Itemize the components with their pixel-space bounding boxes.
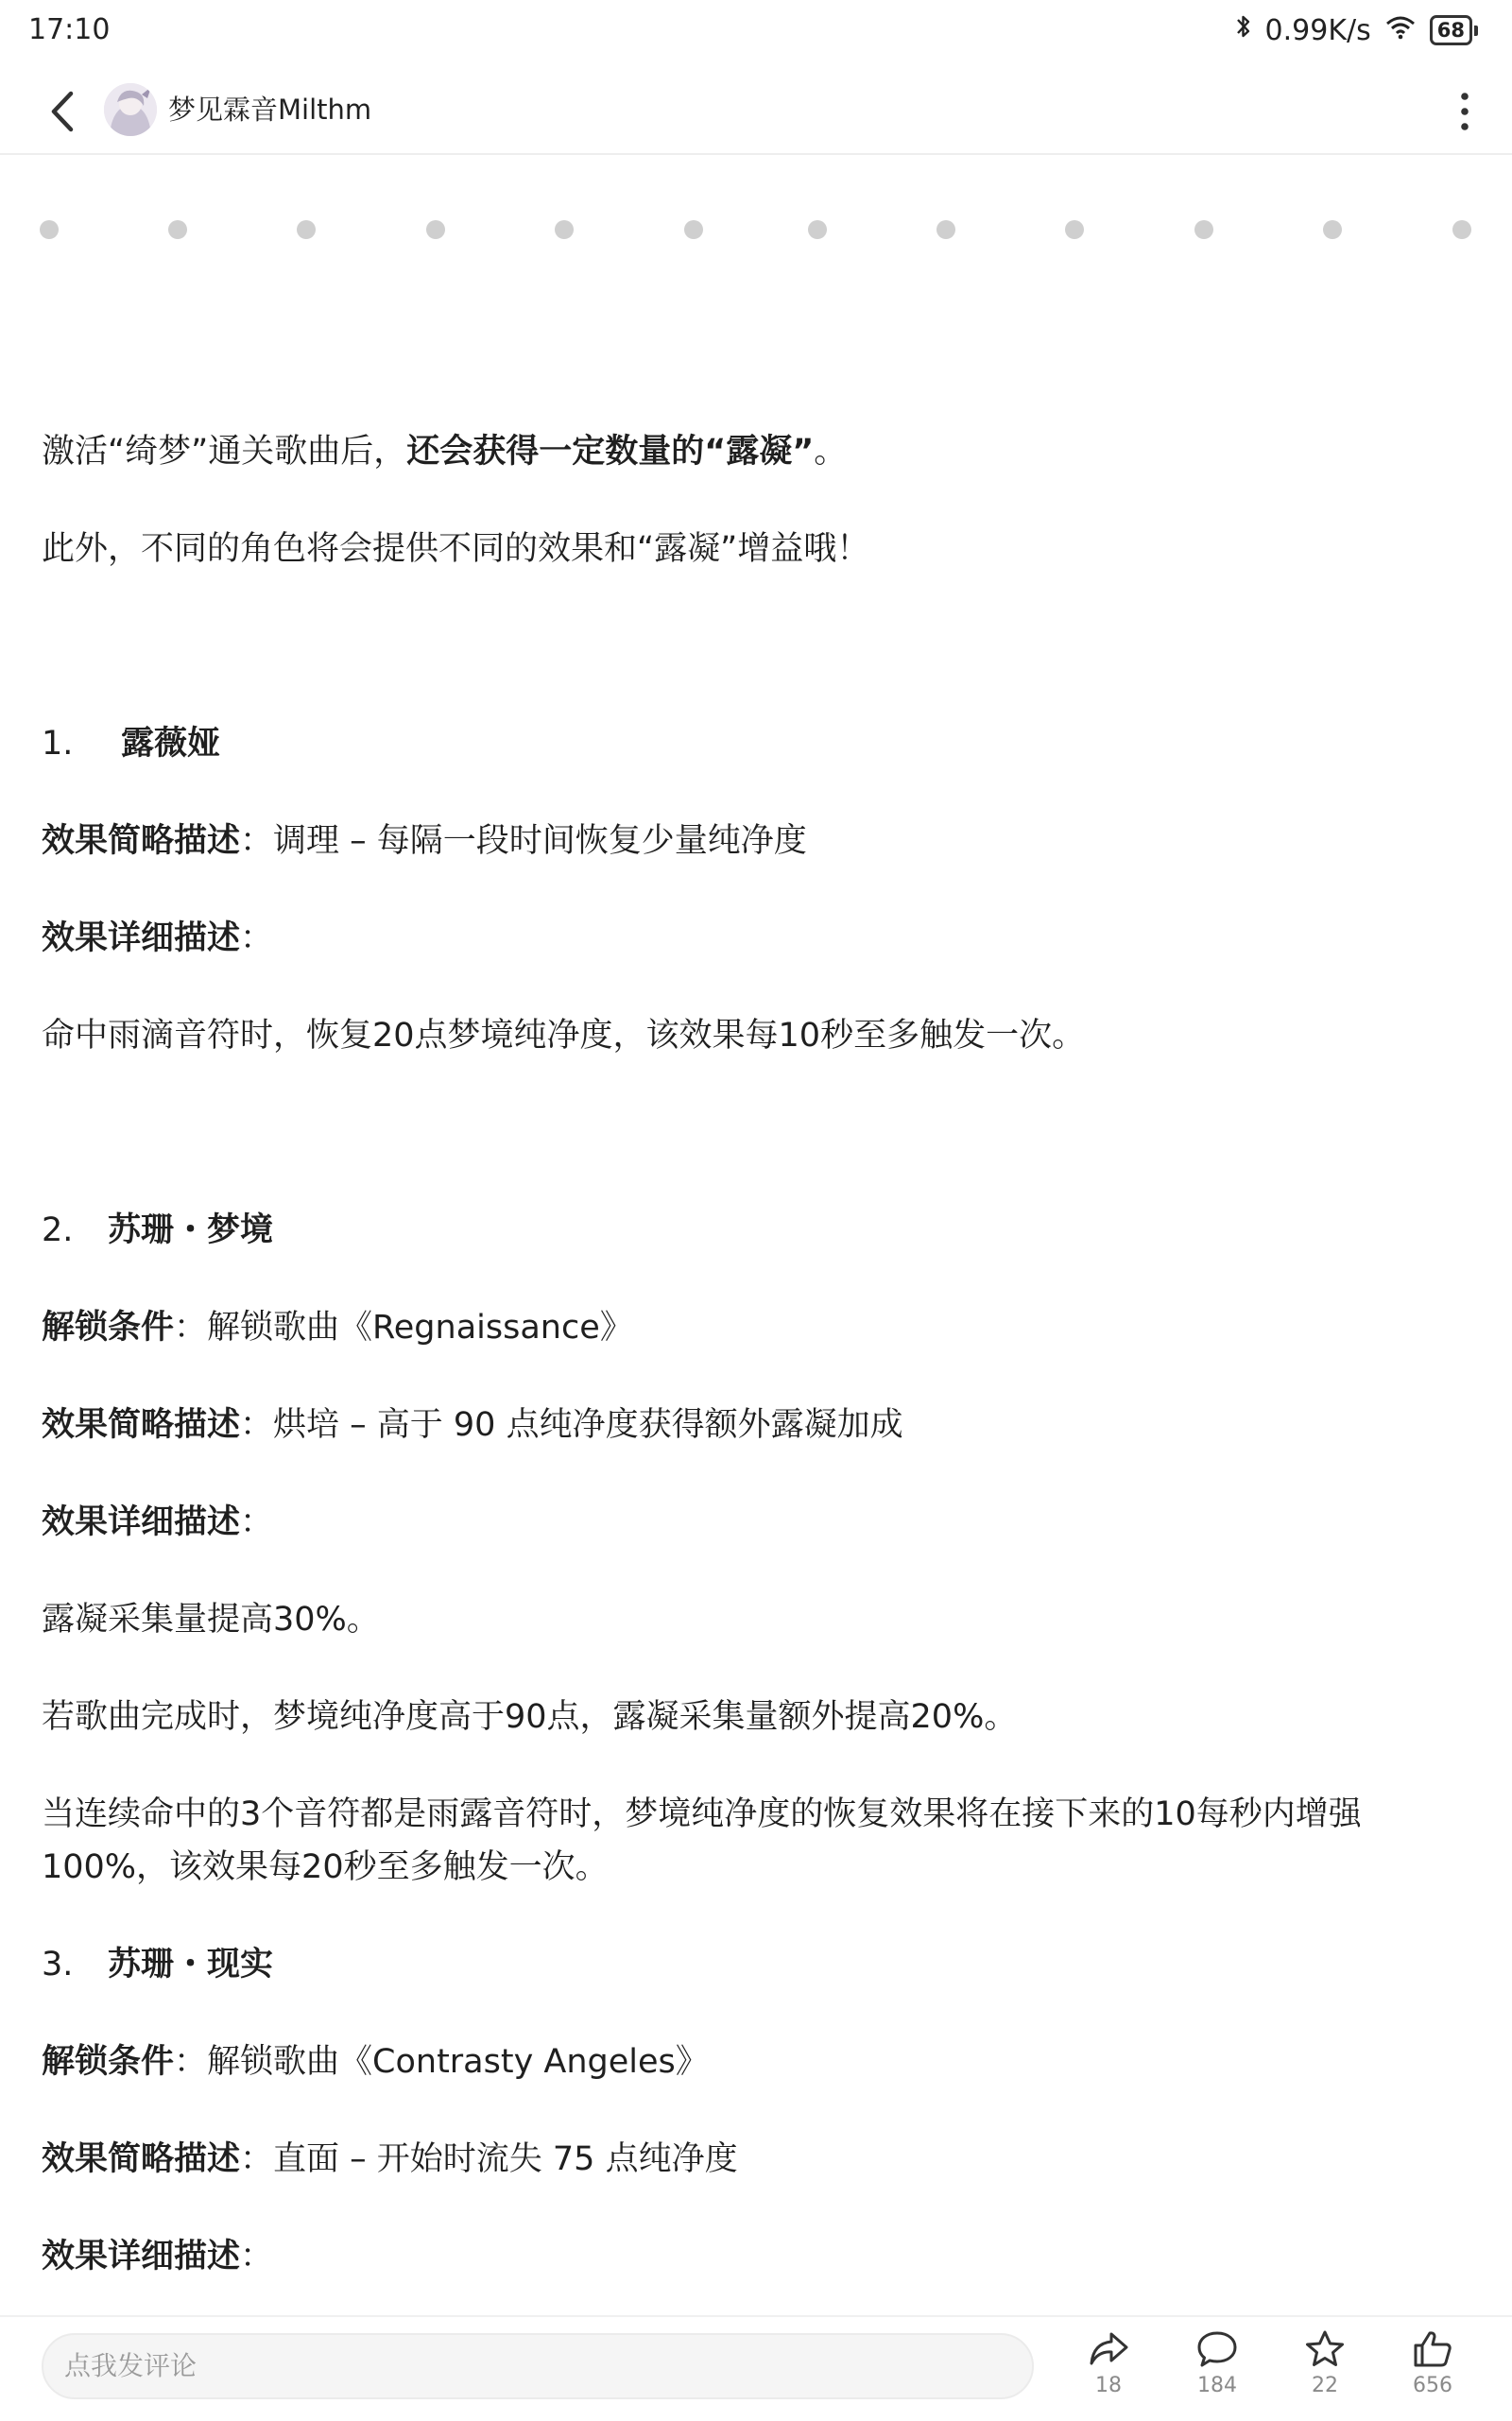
battery-icon <box>1430 15 1478 45</box>
more-vertical-icon <box>1459 91 1470 132</box>
status-icons <box>1235 13 1478 47</box>
section-title: 露薇娅 <box>121 725 221 763</box>
divider-dot <box>40 220 59 239</box>
comment-icon <box>1195 2328 1239 2370</box>
paragraph: 激活“绮梦”通关歌曲后，还会获得一定数量的“露凝”。 <box>42 433 848 471</box>
thumbs-up-icon <box>1411 2328 1454 2370</box>
network-speed: 0.99K/s <box>1264 13 1371 47</box>
like-button[interactable] <box>1395 2328 1470 2413</box>
divider-dot <box>555 220 574 239</box>
top-nav-bar <box>0 70 1512 155</box>
back-button[interactable] <box>36 83 89 140</box>
divider-dot <box>1065 220 1084 239</box>
favorite-button[interactable] <box>1287 2328 1363 2413</box>
star-icon <box>1303 2328 1347 2370</box>
more-options-button[interactable] <box>1436 83 1493 140</box>
divider-dot <box>936 220 955 239</box>
section-heading <box>42 717 1459 770</box>
unlock-condition: 解锁条件：解锁歌曲《Contrasty Angeles》 <box>42 2043 709 2081</box>
effect-detail-label: 效果详细描述： <box>42 919 274 957</box>
section-number: 1. <box>42 725 74 763</box>
share-count: 18 <box>1095 2374 1122 2397</box>
comment-count: 184 <box>1197 2374 1237 2397</box>
effect-detail: 若歌曲完成时，梦境纯净度高于90点，露凝采集量额外提高20%。 <box>42 1698 1018 1736</box>
divider-dot <box>1194 220 1213 239</box>
status-bar <box>0 0 1512 64</box>
paragraph: 此外，不同的角色将会提供不同的效果和“露凝”增益哦！ <box>42 530 870 568</box>
effect-brief: 效果简略描述：直面 – 开始时流失 75 点纯净度 <box>42 2140 738 2178</box>
divider-dot <box>808 220 827 239</box>
section-title: 苏珊・现实 <box>108 1946 274 1983</box>
effect-brief: 效果简略描述：烘培 – 高于 90 点纯净度获得额外露凝加成 <box>42 1406 903 1444</box>
effect-detail-label: 效果详细描述： <box>42 2238 274 2275</box>
section-number: 3. <box>42 1946 74 1983</box>
divider-dot <box>297 220 316 239</box>
effect-detail-label: 效果详细描述： <box>42 1503 274 1541</box>
dot-divider <box>0 215 1512 244</box>
battery-level: 68 <box>1430 15 1472 45</box>
divider-dot <box>168 220 187 239</box>
share-button[interactable] <box>1071 2328 1146 2413</box>
effect-detail: 命中雨滴音符时，恢复20点梦境纯净度，该效果每10秒至多触发一次。 <box>42 1017 1086 1055</box>
bottom-action-bar <box>0 2315 1512 2421</box>
section-number: 2. <box>42 1211 74 1249</box>
like-count: 656 <box>1413 2374 1452 2397</box>
effect-detail: 露凝采集量提高30%。 <box>42 1601 380 1639</box>
effect-brief: 效果简略描述：调理 – 每隔一段时间恢复少量纯净度 <box>42 822 807 860</box>
unlock-condition: 解锁条件：解锁歌曲《Regnaissance》 <box>42 1309 633 1347</box>
favorite-count: 22 <box>1312 2374 1338 2397</box>
avatar[interactable] <box>104 83 157 136</box>
effect-detail: 当连续命中的3个音符都是雨露音符时，梦境纯净度的恢复效果将在接下来的10每秒内增强100%，该效果每20秒至多触发一次。 <box>42 1795 1362 1886</box>
back-arrow-icon <box>46 88 78 135</box>
section-title: 苏珊・梦境 <box>108 1211 274 1249</box>
bluetooth-icon <box>1235 13 1252 47</box>
section-heading <box>42 1204 1459 1257</box>
author-name[interactable]: 梦见霖音Milthm <box>168 94 372 126</box>
share-icon <box>1087 2328 1130 2370</box>
divider-dot <box>684 220 703 239</box>
divider-dot <box>1452 220 1471 239</box>
wifi-icon <box>1384 14 1417 47</box>
comment-button[interactable] <box>1179 2328 1255 2413</box>
divider-dot <box>1323 220 1342 239</box>
divider-dot <box>426 220 445 239</box>
section-heading <box>42 1938 1459 1991</box>
article-body <box>42 425 1459 2283</box>
status-time: 17:10 <box>28 13 111 46</box>
comment-input[interactable]: 点我发评论 <box>42 2333 1034 2399</box>
